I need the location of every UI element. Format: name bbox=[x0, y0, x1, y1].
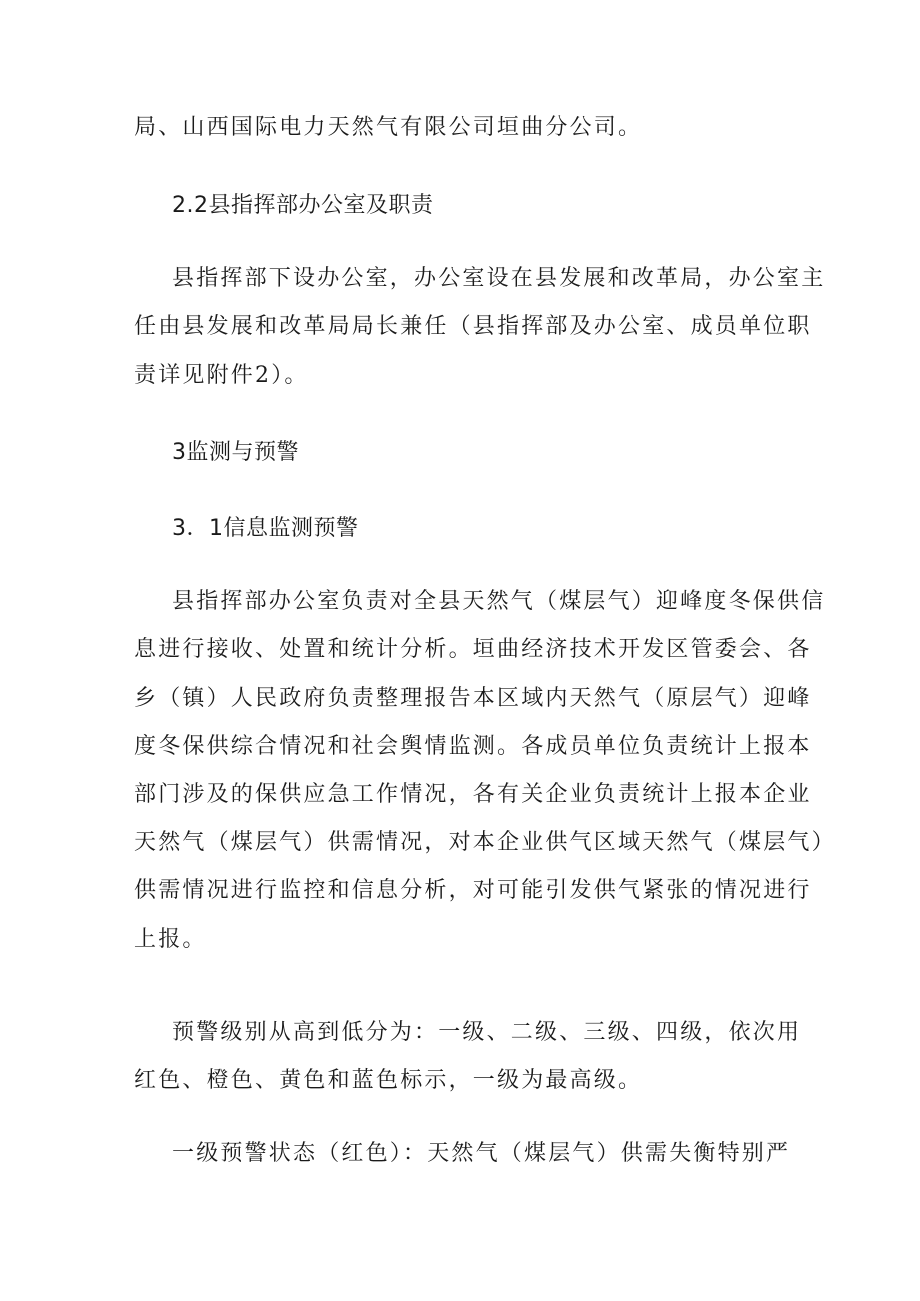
paragraph-line: 乡（镇）人民政府负责整理报告本区域内天然气（原层气）迎峰 bbox=[134, 686, 812, 711]
paragraph-line: 县指挥部办公室负责对全县天然气（煤层气）迎峰度冬保供信 bbox=[172, 589, 826, 614]
paragraph-line: 度冬保供综合情况和社会舆情监测。各成员单位负责统计上报本 bbox=[134, 734, 812, 759]
paragraph-line: 一级预警状态（红色）：天然气（煤层气）供需失衡特别严 bbox=[172, 1141, 791, 1166]
paragraph-line: 预警级别从高到低分为：一级、二级、三级、四级，依次用 bbox=[172, 1020, 802, 1045]
paragraph-line: 红色、橙色、黄色和蓝色标示，一级为最高级。 bbox=[134, 1068, 643, 1093]
section-heading: 3监测与预警 bbox=[172, 440, 299, 465]
paragraph-line: 上报。 bbox=[134, 927, 207, 952]
paragraph-line: 任由县发展和改革局局长兼任（县指挥部及办公室、成员单位职 bbox=[134, 314, 812, 339]
section-heading: 2.2县指挥部办公室及职责 bbox=[172, 193, 434, 218]
paragraph-line: 供需情况进行监控和信息分析，对可能引发供气紧张的情况进行 bbox=[134, 878, 812, 903]
paragraph-line: 天然气（煤层气）供需情况，对本企业供气区域天然气（煤层气） bbox=[134, 830, 836, 855]
subsection-heading: 3．1信息监测预警 bbox=[172, 516, 359, 541]
paragraph-line: 部门涉及的保供应急工作情况，各有关企业负责统计上报本企业 bbox=[134, 782, 812, 807]
paragraph-line: 责详见附件2）。 bbox=[134, 363, 309, 388]
paragraph-line: 县指挥部下设办公室，办公室设在县发展和改革局，办公室主 bbox=[172, 266, 826, 291]
paragraph-line: 局、山西国际电力天然气有限公司垣曲分公司。 bbox=[134, 115, 643, 140]
paragraph-line: 息进行接收、处置和统计分析。垣曲经济技术开发区管委会、各 bbox=[134, 637, 812, 662]
